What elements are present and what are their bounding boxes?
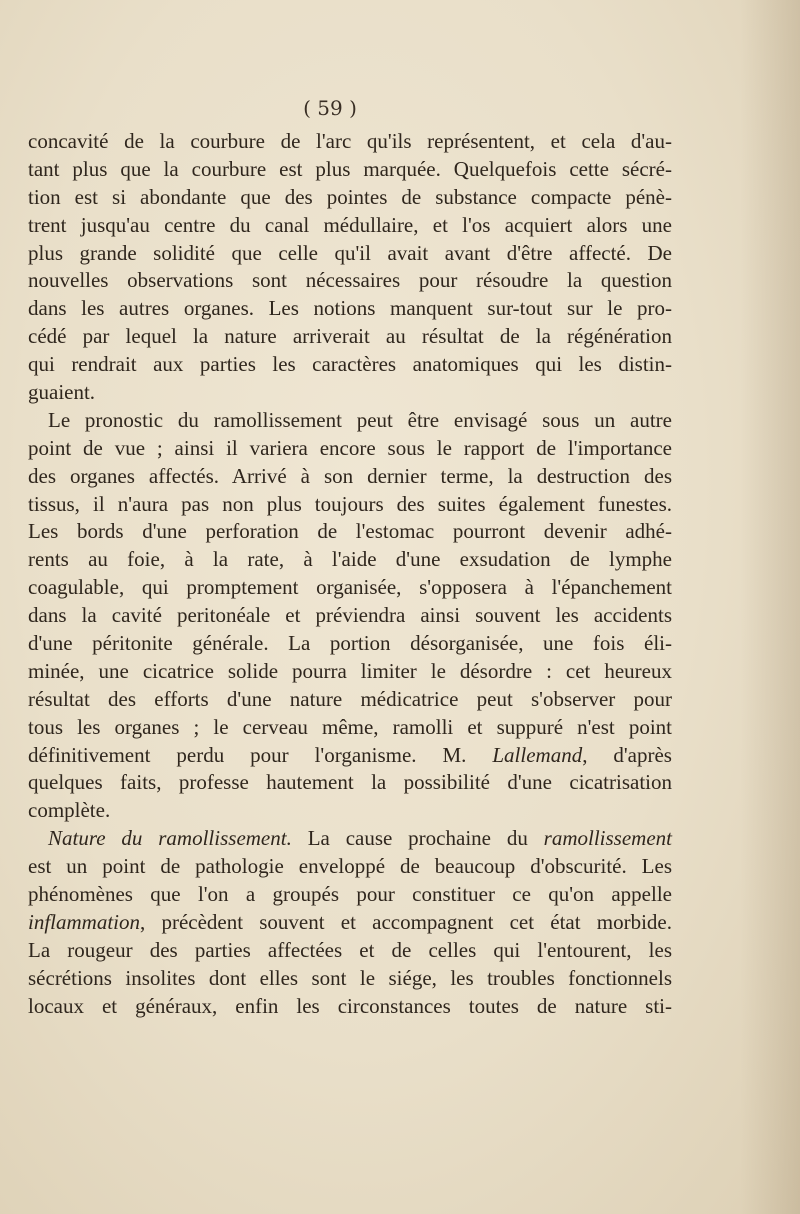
text-line: tant plus que la courbure est plus marquée. Quelquefois cette sécré- (28, 156, 672, 181)
text-line: des organes affectés. Arrivé à son dernier terme, la destruction des (28, 463, 672, 488)
text-line: cédé par lequel la nature arriverait au résultat de la régénération (28, 324, 672, 349)
text-line: guaient. (28, 380, 96, 405)
text-line: Le pronostic du ramollissement peut être envisagé sous un autre (48, 407, 672, 432)
text-line: inflammation, précèdent souvent et accompagnent cet état morbide. (28, 909, 672, 934)
text-line: point de vue ; ainsi il variera encore sous le rapport de l'importance (28, 435, 672, 460)
text-line: tous les organes ; le cerveau même, ramolli et suppuré n'est point (28, 714, 672, 739)
text-line: complète. (28, 798, 111, 823)
body-text (28, 128, 672, 1021)
text-line: rents au foie, à la rate, à l'aide d'une exsudation de lymphe (28, 547, 672, 572)
page-edge-shadow (740, 0, 800, 1214)
text-line: sécrétions insolites dont elles sont le siége, les troubles fonctionnels (28, 965, 672, 990)
text-line: tion est si abondante que des pointes de substance compacte pénè- (28, 184, 672, 209)
text-line: nouvelles observations sont nécessaires pour résoudre la question (28, 268, 672, 293)
page-number: ( 59 ) (303, 96, 357, 120)
text-line: dans la cavité peritonéale et préviendra ainsi souvent les accidents (28, 603, 672, 628)
text-line: La rougeur des parties affectées et de celles qui l'entourent, les (28, 937, 672, 962)
text-line: concavité de la courbure de l'arc qu'ils représentent, et cela d'au- (28, 129, 672, 153)
text-line: phénomènes que l'on a groupés pour constituer ce qu'on appelle (28, 882, 672, 907)
text-line: minée, une cicatrice solide pourra limiter le désordre : cet heureux (28, 658, 672, 683)
text-line: dans les autres organes. Les notions manquent sur-tout sur le pro- (28, 296, 672, 321)
text-line: d'une péritonite générale. La portion désorganisée, une fois éli- (28, 631, 672, 656)
text-line: quelques faits, professe hautement la possibilité d'une cicatrisation (28, 770, 672, 795)
text-line: locaux et généraux, enfin les circonstances toutes de nature sti- (28, 993, 672, 1018)
text-line: résultat des efforts d'une nature médicatrice peut s'observer pour (28, 686, 672, 711)
text-line: coagulable, qui promptement organisée, s'opposera à l'épanchement (28, 575, 672, 600)
text-line: Nature du ramollissement. La cause prochaine du ramollissement (48, 826, 672, 851)
text-line: trent jusqu'au centre du canal médullaire, et l'os acquiert alors une (28, 212, 672, 237)
text-line: Les bords d'une perforation de l'estomac pourront devenir adhé- (28, 519, 672, 544)
text-line: est un point de pathologie enveloppé de beaucoup d'obscurité. Les (28, 854, 672, 879)
text-line: tissus, il n'aura pas non plus toujours des suites également funestes. (28, 491, 672, 516)
text-line: définitivement perdu pour l'organisme. M. Lallemand, d'après (28, 742, 672, 767)
text-line: plus grande solidité que celle qu'il avait avant d'être affecté. De (28, 240, 672, 265)
text-line: qui rendrait aux parties les caractères anatomiques qui les distin- (28, 352, 672, 377)
